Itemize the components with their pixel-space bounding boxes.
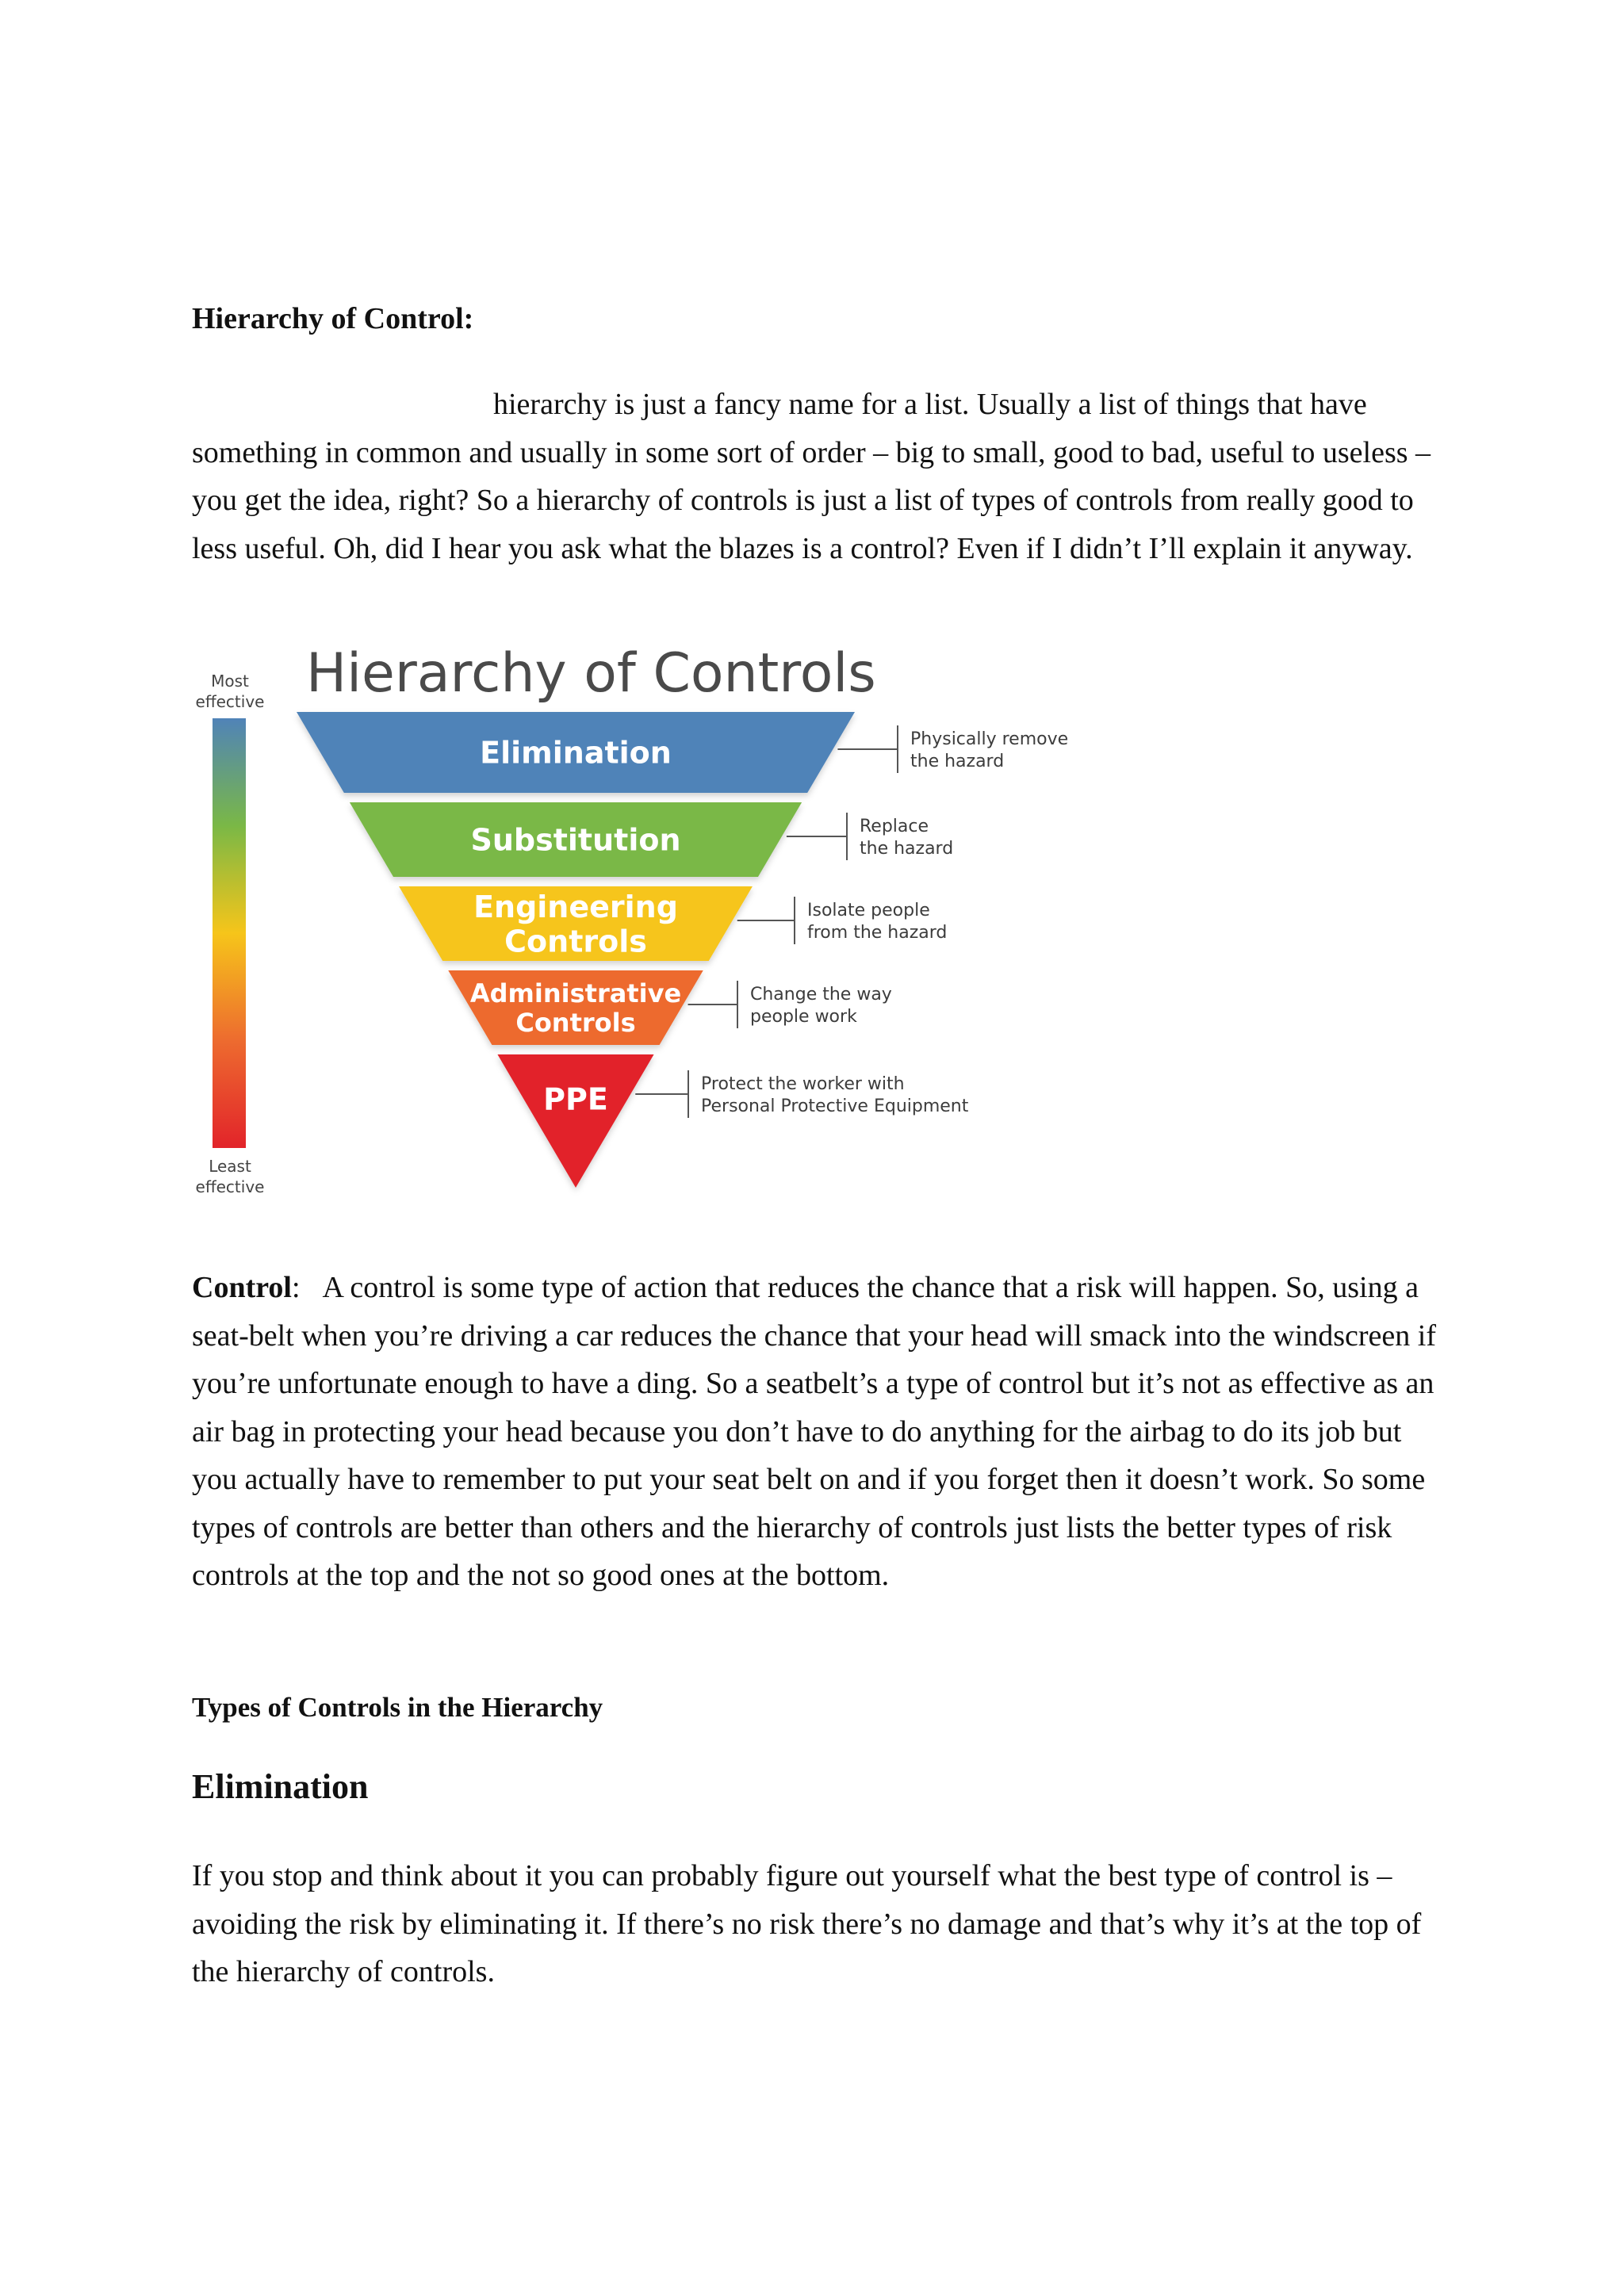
diagram-title: Hierarchy of Controls: [306, 642, 876, 705]
tier-description: Change the way: [750, 985, 892, 1004]
control-colon: :: [291, 1271, 301, 1304]
effectiveness-scale-bar: [213, 718, 246, 1148]
scale-top-label: Most: [211, 672, 249, 691]
control-text: A control is some type of action that reduces the chance that a risk will happen. So, using a seat-belt when you’re driving a car reduces the chance that your head will smack into the windscreen if you’re unfortunate enough to have a ding. So a seatbelt’s a type of control but it’s not as effective as an air bag in protecting your head because you don’t have to do anything for the airbag to do its job but you actually have to remember to put your seat belt on and if you forget then it doesn’t work. So some types of controls are better than others and the hierarchy of controls just lists the better types of risk controls at the top and the not so good ones at the bottom.: [192, 1271, 1437, 1592]
tier-description: from the hazard: [807, 923, 948, 943]
tier-description: the hazard: [860, 839, 954, 859]
types-heading: Types of Controls in the Hierarchy: [192, 1692, 603, 1723]
tier-label: Elimination: [480, 735, 672, 771]
page-heading: Hierarchy of Control:: [192, 302, 474, 335]
tier-description: Protect the worker with: [701, 1074, 905, 1094]
intro-text: hierarchy is just a fancy name for a list. Usually a list of things that have something in common and usually in some sort of order – big to small, good to bad, useful to useless – you get the idea, right? So a hierarchy of controls is just a list of types of controls from really good to less useful. Oh, did I hear you ask what the blazes is a control? Even if I didn’t I’ll explain it anyway.: [192, 388, 1431, 565]
tier-description: Isolate people: [807, 901, 930, 920]
intro-paragraph: [192, 381, 1437, 572]
hierarchy-diagram-svg: [181, 634, 1101, 1213]
tier-label: Controls: [504, 924, 647, 959]
scale-bottom-label: effective: [195, 1177, 265, 1196]
scale-top-label: effective: [195, 692, 265, 711]
tier-label: PPE: [543, 1081, 608, 1117]
tier-description: Physically remove: [910, 729, 1069, 749]
tier-label: Controls: [515, 1007, 636, 1038]
tier-band: [497, 1054, 653, 1188]
control-paragraph: [192, 1264, 1437, 1600]
tier-label: Engineering: [473, 889, 678, 924]
control-term: Control: [192, 1271, 292, 1304]
elimination-heading: Elimination: [192, 1767, 369, 1806]
scale-bottom-label: Least: [209, 1157, 251, 1176]
elimination-paragraph: If you stop and think about it you can probably figure out yourself what the best type of control is – avoiding the risk by eliminating it. If there’s no risk there’s no damage and that’s why it’s at the top of the hierarchy of controls.: [192, 1859, 1422, 1988]
tier-description: the hazard: [910, 752, 1005, 771]
tier-description: Replace: [860, 817, 929, 836]
tier-label: Substitution: [470, 822, 681, 858]
hierarchy-diagram: [181, 634, 1101, 1213]
tier-label: Administrative: [469, 978, 682, 1009]
tier-description: Personal Protective Equipment: [701, 1096, 969, 1116]
tier-description: people work: [750, 1007, 857, 1027]
